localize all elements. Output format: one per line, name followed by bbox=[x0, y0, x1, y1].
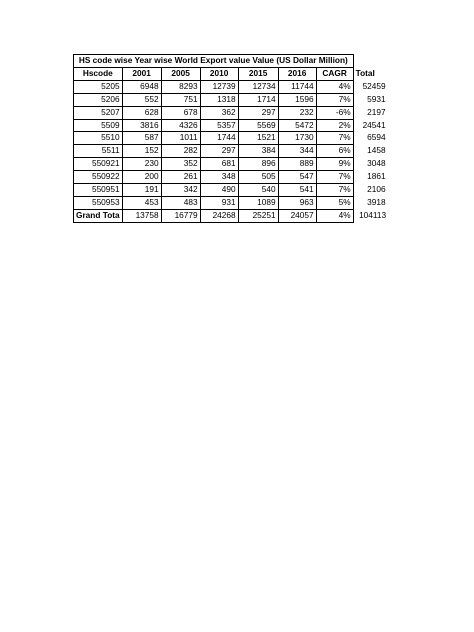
grand-total-2001: 13758 bbox=[122, 209, 161, 222]
cagr-cell: 7% bbox=[316, 171, 353, 184]
cagr-cell: 7% bbox=[316, 184, 353, 197]
spreadsheet-sheet bbox=[73, 54, 389, 223]
value-2015-cell: 384 bbox=[238, 145, 278, 158]
cagr-cell: 6% bbox=[316, 145, 353, 158]
value-2010-cell: 348 bbox=[200, 171, 238, 184]
cagr-cell: 9% bbox=[316, 158, 353, 171]
value-2016-cell: 1730 bbox=[278, 132, 316, 145]
value-2005-cell: 751 bbox=[161, 93, 200, 106]
total-cell: 5931 bbox=[367, 93, 386, 104]
table-row bbox=[74, 106, 389, 119]
header-cagr: CAGR bbox=[316, 67, 353, 80]
header-2016: 2016 bbox=[278, 67, 316, 80]
value-2001-cell: 552 bbox=[122, 93, 161, 106]
hscode-cell: 5207 bbox=[74, 106, 123, 119]
value-2001-cell: 152 bbox=[122, 145, 161, 158]
value-2010-cell: 1744 bbox=[200, 132, 238, 145]
table-row bbox=[74, 119, 389, 132]
value-2016-cell: 5472 bbox=[278, 119, 316, 132]
value-2015-cell: 1521 bbox=[238, 132, 278, 145]
export-value-table bbox=[73, 54, 389, 223]
value-2001-cell: 6948 bbox=[122, 80, 161, 93]
total-cell: 3918 bbox=[367, 196, 386, 207]
total-cell: 3048 bbox=[367, 158, 386, 169]
value-2005-cell: 342 bbox=[161, 184, 200, 197]
hscode-cell: 550922 bbox=[74, 171, 123, 184]
hscode-cell: 550951 bbox=[74, 184, 123, 197]
cagr-cell: 4% bbox=[316, 80, 353, 93]
grand-total-2016: 24057 bbox=[278, 209, 316, 222]
grand-total-2005: 16779 bbox=[161, 209, 200, 222]
table-title: HS code wise Year wise World Export value Value (US Dollar Million) bbox=[74, 55, 354, 68]
hscode-cell: 5206 bbox=[74, 93, 123, 106]
value-2005-cell: 678 bbox=[161, 106, 200, 119]
hscode-cell: 5510 bbox=[74, 132, 123, 145]
value-2015-cell: 297 bbox=[238, 106, 278, 119]
value-2001-cell: 191 bbox=[122, 184, 161, 197]
value-2015-cell: 12734 bbox=[238, 80, 278, 93]
grand-total-cagr: 4% bbox=[316, 209, 353, 222]
value-2016-cell: 547 bbox=[278, 171, 316, 184]
total-cell: 24541 bbox=[362, 119, 386, 130]
value-2015-cell: 1089 bbox=[238, 196, 278, 209]
value-2010-cell: 12739 bbox=[200, 80, 238, 93]
hscode-cell: 5511 bbox=[74, 145, 123, 158]
value-2010-cell: 362 bbox=[200, 106, 238, 119]
value-2005-cell: 352 bbox=[161, 158, 200, 171]
value-2005-cell: 261 bbox=[161, 171, 200, 184]
cagr-cell: -6% bbox=[316, 106, 353, 119]
cagr-cell: 2% bbox=[316, 119, 353, 132]
table-row bbox=[74, 184, 389, 197]
header-2015: 2015 bbox=[238, 67, 278, 80]
value-2010-cell: 1318 bbox=[200, 93, 238, 106]
value-2010-cell: 297 bbox=[200, 145, 238, 158]
total-cell: 2106 bbox=[367, 184, 386, 195]
value-2016-cell: 1596 bbox=[278, 93, 316, 106]
hscode-cell: 5205 bbox=[74, 80, 123, 93]
value-2016-cell: 232 bbox=[278, 106, 316, 119]
header-row bbox=[74, 67, 389, 80]
table-row bbox=[74, 93, 389, 106]
grand-total-label: Grand Tota bbox=[74, 209, 123, 222]
value-2010-cell: 5357 bbox=[200, 119, 238, 132]
value-2016-cell: 963 bbox=[278, 196, 316, 209]
grand-total-row bbox=[74, 209, 389, 222]
value-2005-cell: 282 bbox=[161, 145, 200, 158]
value-2015-cell: 505 bbox=[238, 171, 278, 184]
value-2016-cell: 541 bbox=[278, 184, 316, 197]
value-2015-cell: 1714 bbox=[238, 93, 278, 106]
value-2001-cell: 628 bbox=[122, 106, 161, 119]
hscode-cell: 550953 bbox=[74, 196, 123, 209]
cagr-cell: 5% bbox=[316, 196, 353, 209]
total-cell: 1861 bbox=[367, 171, 386, 182]
value-2001-cell: 3816 bbox=[122, 119, 161, 132]
value-2001-cell: 587 bbox=[122, 132, 161, 145]
value-2015-cell: 540 bbox=[238, 184, 278, 197]
table-row bbox=[74, 158, 389, 171]
header-hscode: Hscode bbox=[74, 67, 123, 80]
total-cell: 52459 bbox=[362, 80, 386, 91]
value-2016-cell: 889 bbox=[278, 158, 316, 171]
value-2001-cell: 200 bbox=[122, 171, 161, 184]
value-2010-cell: 931 bbox=[200, 196, 238, 209]
value-2016-cell: 344 bbox=[278, 145, 316, 158]
total-cell: 6594 bbox=[367, 132, 386, 143]
table-row bbox=[74, 80, 389, 93]
value-2005-cell: 8293 bbox=[161, 80, 200, 93]
table-row bbox=[74, 145, 389, 158]
table-row bbox=[74, 196, 389, 209]
value-2015-cell: 5569 bbox=[238, 119, 278, 132]
value-2005-cell: 483 bbox=[161, 196, 200, 209]
title-row bbox=[74, 55, 389, 68]
value-2001-cell: 453 bbox=[122, 196, 161, 209]
value-2016-cell: 11744 bbox=[278, 80, 316, 93]
hscode-cell: 5509 bbox=[74, 119, 123, 132]
value-2005-cell: 1011 bbox=[161, 132, 200, 145]
table-row bbox=[74, 171, 389, 184]
total-cell: 1458 bbox=[367, 145, 386, 156]
value-2010-cell: 681 bbox=[200, 158, 238, 171]
value-2001-cell: 230 bbox=[122, 158, 161, 171]
grand-total-sum: 104113 bbox=[359, 209, 387, 220]
header-total: Total bbox=[355, 68, 375, 79]
value-2005-cell: 4326 bbox=[161, 119, 200, 132]
header-2001: 2001 bbox=[122, 67, 161, 80]
grand-total-2010: 24268 bbox=[200, 209, 238, 222]
grand-total-2015: 25251 bbox=[238, 209, 278, 222]
cagr-cell: 7% bbox=[316, 93, 353, 106]
header-2010: 2010 bbox=[200, 67, 238, 80]
value-2015-cell: 896 bbox=[238, 158, 278, 171]
cagr-cell: 7% bbox=[316, 132, 353, 145]
hscode-cell: 550921 bbox=[74, 158, 123, 171]
table-row bbox=[74, 132, 389, 145]
value-2010-cell: 490 bbox=[200, 184, 238, 197]
total-cell: 2197 bbox=[367, 106, 386, 117]
header-2005: 2005 bbox=[161, 67, 200, 80]
